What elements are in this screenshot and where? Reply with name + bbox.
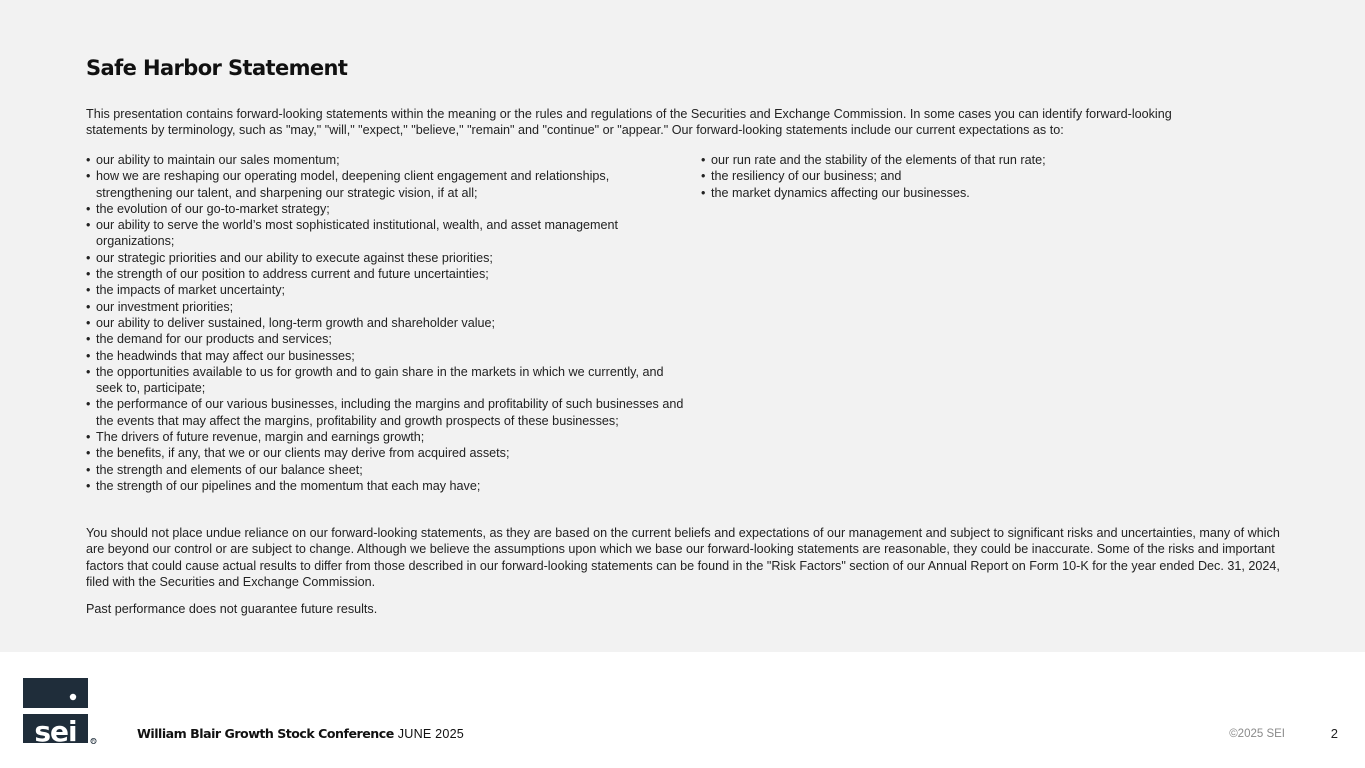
bullet-item: • the performance of our various businesses, including the margins and profitability of such businesses and the events that may affect the margins, profitability and growth prospects of these businesses; (86, 396, 686, 429)
conference-date: JUNE 2025 (397, 727, 464, 741)
bullet-item: • The drivers of future revenue, margin and earnings growth; (86, 429, 686, 445)
bullet-item: • the resiliency of our business; and (701, 168, 1261, 184)
bullet-item: • the strength and elements of our balance sheet; (86, 462, 686, 478)
bullet-item: • the evolution of our go-to-market strategy; (86, 201, 686, 217)
bullet-item: • the benefits, if any, that we or our clients may derive from acquired assets; (86, 445, 686, 461)
bullet-item: • how we are reshaping our operating model, deepening client engagement and relationships, strengthening our talent, and sharpening our strategic vision, if at all; (86, 168, 686, 201)
intro-paragraph: This presentation contains forward-looking statements within the meaning or the rules and regulations of the Securities and Exchange Commission. In some cases you can identify forward-looking statements by terminology, such as "may," "will," "expect," "believe," "remain" and "continue" or "appear." Our forward-looking statements include our current expectations as to: (86, 107, 1172, 138)
bullet-item: • the impacts of market uncertainty; (86, 282, 686, 298)
bullet-item: • the opportunities available to us for growth and to gain share in the markets in which we currently, and seek to, participate; (86, 364, 686, 397)
svg-text:R: R (92, 738, 95, 744)
bullet-item: • our run rate and the stability of the elements of that run rate; (701, 152, 1261, 168)
conference-name: William Blair Growth Stock Conference (137, 726, 394, 741)
bullet-item: • our investment priorities; (86, 299, 686, 315)
bullet-item: • the strength of our position to address current and future uncertainties; (86, 266, 686, 282)
past-performance-note: Past performance does not guarantee future results. (86, 602, 378, 616)
bullet-item: • the strength of our pipelines and the momentum that each may have; (86, 478, 686, 494)
closing-paragraph: You should not place undue reliance on our forward-looking statements, as they are based on the current beliefs and expectations of our management and subject to significant risks and uncertainties, many of which are beyond our control or are subject to change. Although we believe the assumptions upon which we base our forward-looking statements are reasonable, they could be inaccurate. Some of the risks and important factors that could cause actual results to differ from those described in our forward-looking statements can be found in the "Risk Factors" section of our Annual Report on Form 10-K for the year ended Dec. 31, 2024, filed with the Securities and Exchange Commission. (86, 526, 1280, 589)
page-number: 2 (1330, 726, 1338, 741)
bullet-item: • our strategic priorities and our ability to execute against these priorities; (86, 250, 686, 266)
bullet-item: • our ability to maintain our sales momentum; (86, 152, 686, 168)
logo-wordmark: sei (34, 715, 77, 746)
copyright-text: ©2025 SEI (1229, 728, 1285, 740)
bullet-item: • our ability to serve the world’s most sophisticated institutional, wealth, and asset management organizations; (86, 217, 686, 250)
bullet-item: • the market dynamics affecting our businesses. (701, 185, 1261, 201)
bullet-list-right (701, 152, 1261, 201)
slide-title: Safe Harbor Statement (86, 56, 348, 80)
bullet-item: • the headwinds that may affect our businesses; (86, 348, 686, 364)
bullet-item: • the demand for our products and services; (86, 331, 686, 347)
footer-conference (137, 726, 464, 741)
bullet-item: • our ability to deliver sustained, long-term growth and shareholder value; (86, 315, 686, 331)
sei-logo (23, 678, 99, 746)
bullet-list-left (86, 152, 686, 494)
